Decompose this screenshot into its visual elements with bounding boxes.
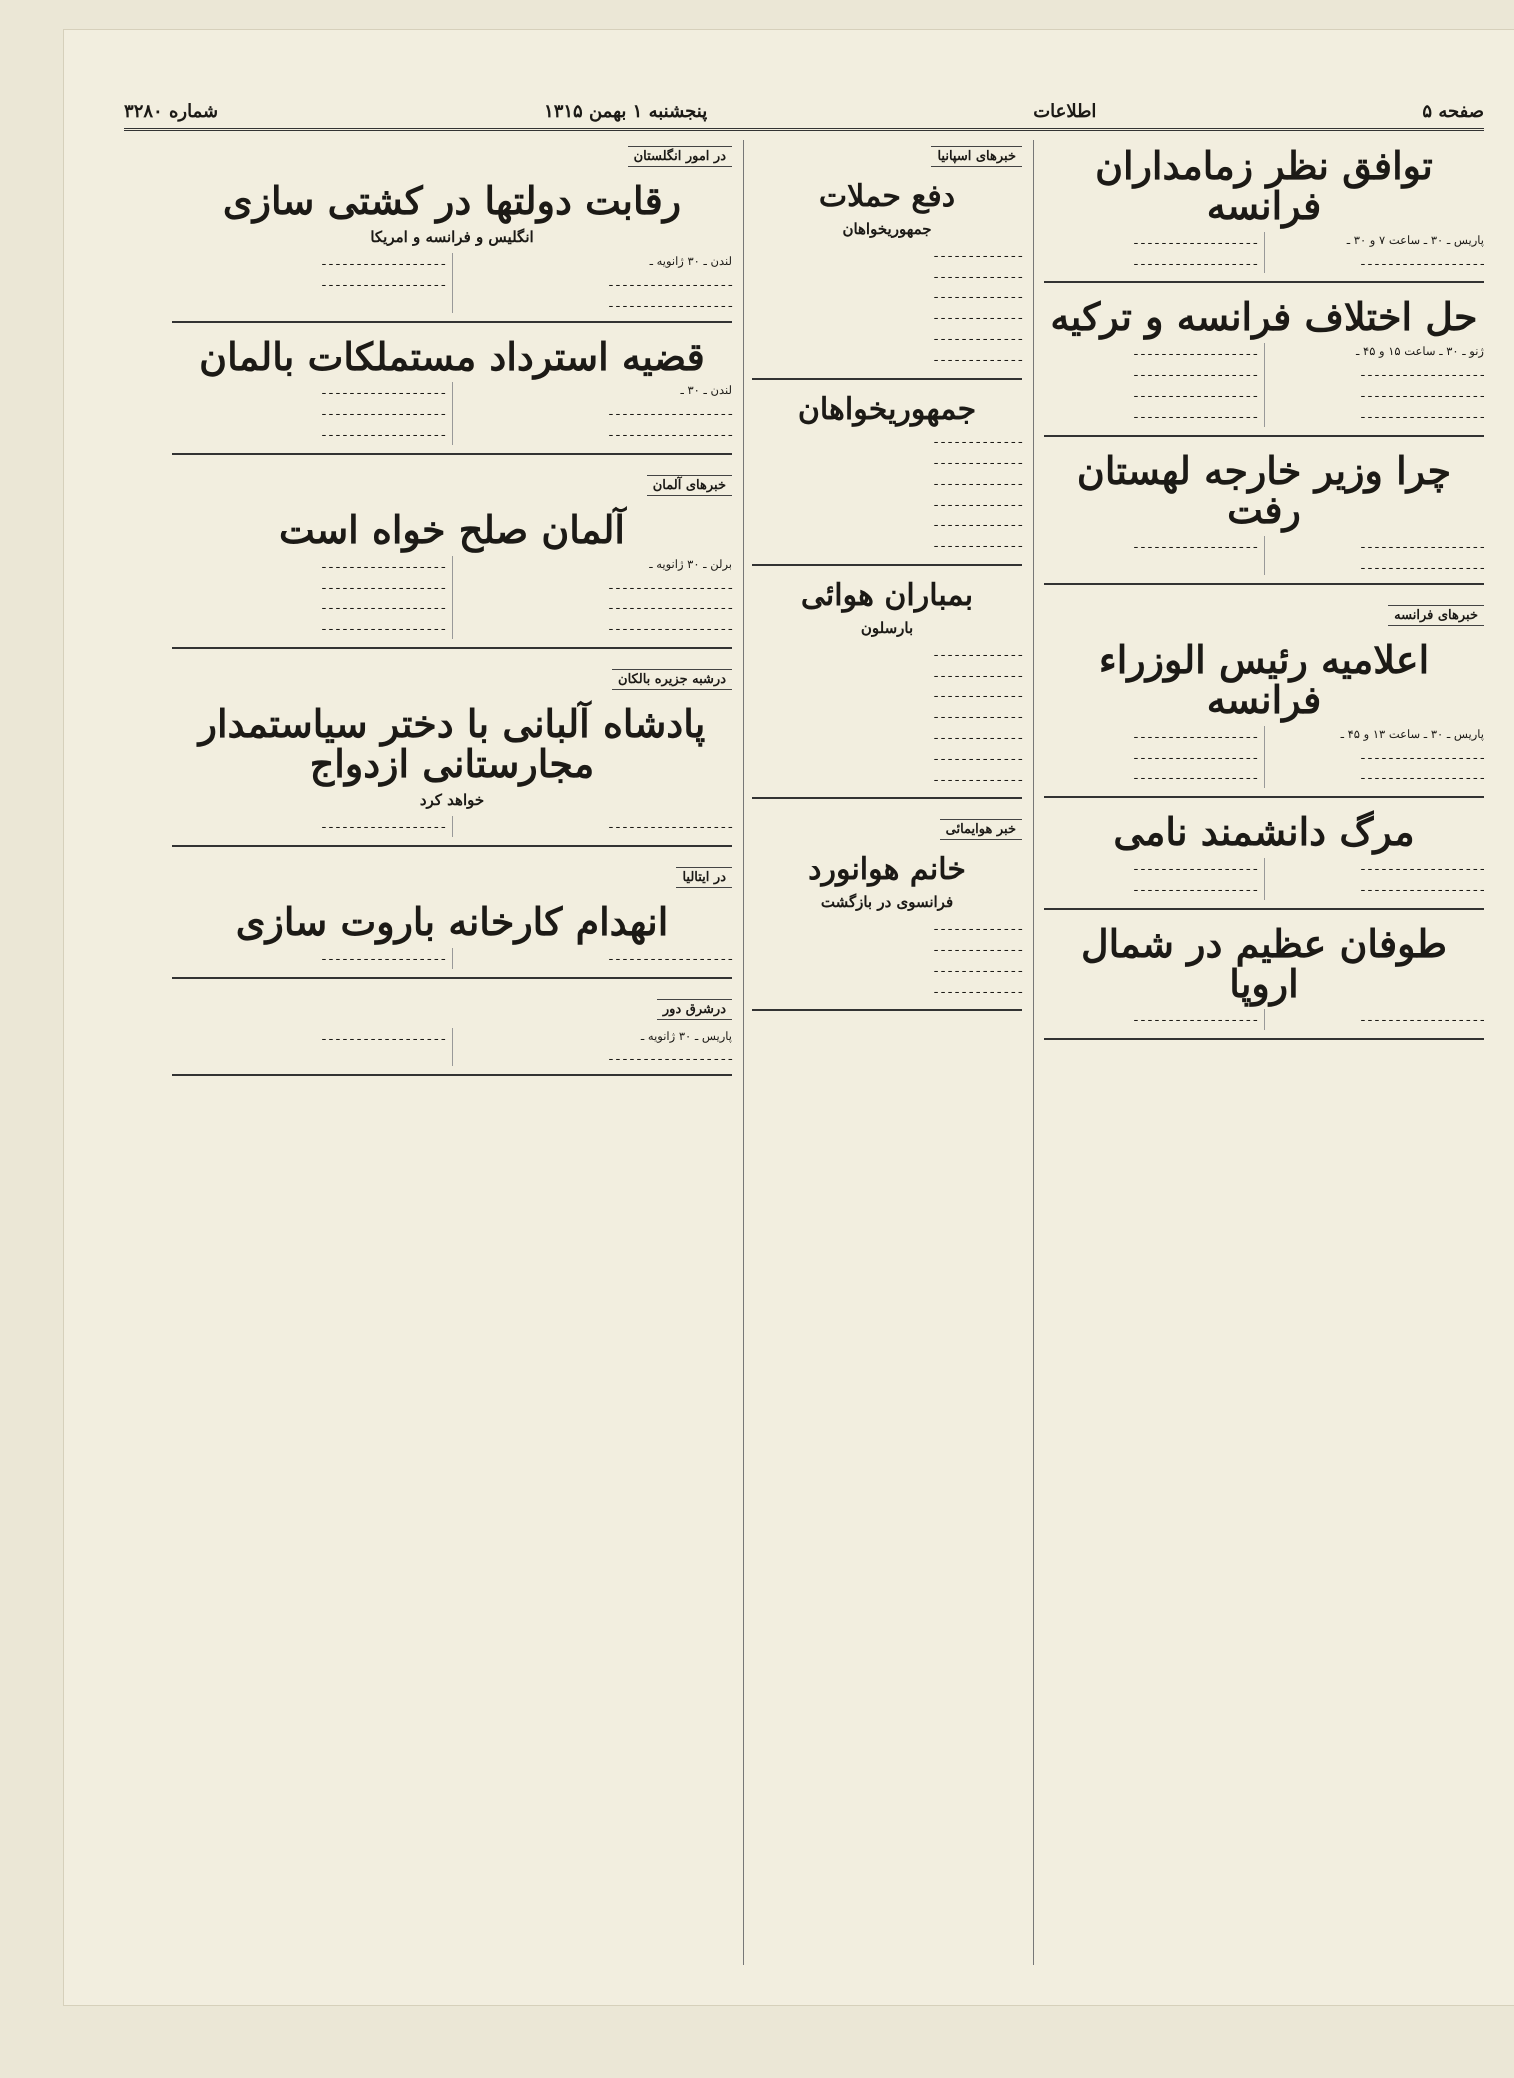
article bbox=[172, 993, 732, 1077]
issue-date: پنجشنبه ۱ بهمن ۱۳۱۵ bbox=[544, 100, 708, 122]
headline: رقابت دولتها در کشتی سازی bbox=[222, 178, 682, 223]
article-body bbox=[752, 245, 1022, 370]
body-line: ـ ـ ـ ـ ـ ـ ـ ـ ـ ـ ـ ـ ـ ـ ـ ـ ـ ـ bbox=[322, 254, 445, 269]
body-line: ـ ـ ـ ـ ـ ـ ـ ـ ـ ـ ـ ـ ـ ـ ـ ـ ـ ـ bbox=[322, 619, 445, 634]
body-line: ـ ـ ـ ـ ـ ـ ـ ـ ـ ـ ـ ـ ـ ـ ـ ـ ـ ـ bbox=[609, 619, 732, 634]
article bbox=[172, 333, 732, 455]
article-body bbox=[752, 918, 1022, 1001]
body-line: ـ ـ ـ ـ ـ ـ ـ ـ ـ ـ ـ ـ ـ ـ ـ ـ ـ ـ bbox=[1134, 253, 1257, 268]
body-line: ـ ـ ـ ـ ـ ـ ـ ـ ـ ـ ـ ـ ـ ـ ـ ـ ـ ـ bbox=[1134, 879, 1257, 894]
body-line: ـ ـ ـ ـ ـ ـ ـ ـ ـ ـ ـ ـ ـ ـ ـ ـ ـ ـ bbox=[322, 404, 445, 419]
body-line: ژنو ـ ۳۰ ـ ساعت ۱۵ و ۴۵ ـ bbox=[1355, 344, 1484, 359]
body-line: ـ ـ ـ ـ ـ ـ ـ ـ ـ ـ ـ ـ ـ bbox=[934, 473, 1022, 488]
divider bbox=[1044, 281, 1484, 283]
subheadline: انگلیس و فرانسه و امریکا bbox=[370, 227, 534, 246]
divider bbox=[172, 977, 732, 979]
issue-number: شماره ۳۲۸۰ bbox=[124, 100, 219, 122]
divider bbox=[172, 1074, 732, 1076]
section-label: در امور انگلستان bbox=[628, 146, 732, 167]
article bbox=[1044, 143, 1484, 283]
body-line: ـ ـ ـ ـ ـ ـ ـ ـ ـ ـ ـ ـ ـ ـ ـ ـ ـ ـ bbox=[1361, 385, 1484, 400]
body-line: ـ ـ ـ ـ ـ ـ ـ ـ ـ ـ ـ ـ ـ ـ ـ ـ ـ ـ bbox=[609, 1049, 732, 1064]
article bbox=[752, 391, 1022, 566]
divider bbox=[1044, 796, 1484, 798]
article bbox=[172, 140, 732, 323]
divider bbox=[172, 453, 732, 455]
body-line: ـ ـ ـ ـ ـ ـ ـ ـ ـ ـ ـ ـ ـ ـ ـ ـ ـ ـ bbox=[1361, 365, 1484, 380]
body-line: ـ ـ ـ ـ ـ ـ ـ ـ ـ ـ ـ ـ ـ bbox=[934, 981, 1022, 996]
article bbox=[1044, 599, 1484, 798]
body-line: ـ ـ ـ ـ ـ ـ ـ ـ ـ ـ ـ ـ ـ ـ ـ ـ ـ ـ bbox=[1134, 365, 1257, 380]
article bbox=[1044, 294, 1484, 436]
section-label: درشرق دور bbox=[657, 999, 732, 1020]
body-line: ـ ـ ـ ـ ـ ـ ـ ـ ـ ـ ـ ـ ـ bbox=[934, 644, 1022, 659]
body-line: ـ ـ ـ ـ ـ ـ ـ ـ ـ ـ ـ ـ ـ bbox=[934, 665, 1022, 680]
body-line: ـ ـ ـ ـ ـ ـ ـ ـ ـ ـ ـ ـ ـ ـ ـ ـ ـ ـ bbox=[1134, 768, 1257, 783]
body-line: ـ ـ ـ ـ ـ ـ ـ ـ ـ ـ ـ ـ ـ bbox=[934, 536, 1022, 551]
divider bbox=[172, 647, 732, 649]
article-body bbox=[1044, 1009, 1484, 1030]
body-line: ـ ـ ـ ـ ـ ـ ـ ـ ـ ـ ـ ـ ـ ـ ـ ـ ـ ـ bbox=[1134, 406, 1257, 421]
divider bbox=[1044, 1038, 1484, 1040]
body-line: ـ ـ ـ ـ ـ ـ ـ ـ ـ ـ ـ ـ ـ ـ ـ ـ ـ ـ bbox=[609, 817, 732, 832]
article-body bbox=[752, 644, 1022, 790]
section-label: در ایتالیا bbox=[676, 867, 732, 888]
body-line: ـ ـ ـ ـ ـ ـ ـ ـ ـ ـ ـ ـ ـ bbox=[934, 769, 1022, 784]
divider bbox=[752, 797, 1022, 799]
body-line: ـ ـ ـ ـ ـ ـ ـ ـ ـ ـ ـ ـ ـ ـ ـ ـ ـ ـ bbox=[1134, 859, 1257, 874]
article bbox=[752, 580, 1022, 799]
article-body bbox=[1044, 536, 1484, 575]
divider bbox=[1044, 908, 1484, 910]
headline: پادشاه آلبانی با دختر سیاستمدار مجارستانی ازدواج bbox=[198, 701, 706, 786]
section-label: درشبه جزیره بالکان bbox=[612, 669, 732, 690]
body-line: ـ ـ ـ ـ ـ ـ ـ ـ ـ ـ ـ ـ ـ ـ ـ ـ ـ ـ bbox=[1361, 558, 1484, 573]
body-line: ـ ـ ـ ـ ـ ـ ـ ـ ـ ـ ـ ـ ـ ـ ـ ـ ـ ـ bbox=[1361, 537, 1484, 552]
body-line: ـ ـ ـ ـ ـ ـ ـ ـ ـ ـ ـ ـ ـ ـ ـ ـ ـ ـ bbox=[1361, 406, 1484, 421]
body-line: ـ ـ ـ ـ ـ ـ ـ ـ ـ ـ ـ ـ ـ ـ ـ ـ ـ ـ bbox=[1361, 879, 1484, 894]
article-body bbox=[172, 382, 732, 444]
article bbox=[752, 140, 1022, 380]
headline: قضیه استرداد مستملکات بالمان bbox=[199, 333, 705, 379]
page-number: صفحه ۵ bbox=[1422, 100, 1484, 122]
section-label: خبرهای آلمان bbox=[647, 475, 732, 496]
body-line: پاریس ـ ۳۰ ژانویه ـ bbox=[640, 1028, 732, 1043]
body-line: ـ ـ ـ ـ ـ ـ ـ ـ ـ ـ ـ ـ ـ ـ ـ ـ ـ ـ bbox=[1361, 768, 1484, 783]
body-line: ـ ـ ـ ـ ـ ـ ـ ـ ـ ـ ـ ـ ـ ـ ـ ـ ـ ـ bbox=[1361, 859, 1484, 874]
article bbox=[752, 813, 1022, 1011]
body-line: ـ ـ ـ ـ ـ ـ ـ ـ ـ ـ ـ ـ ـ bbox=[934, 728, 1022, 742]
masthead bbox=[124, 94, 1484, 131]
article-body bbox=[172, 253, 732, 312]
body-line: ـ ـ ـ ـ ـ ـ ـ ـ ـ ـ ـ ـ ـ ـ ـ ـ ـ ـ bbox=[322, 383, 445, 398]
article bbox=[1044, 809, 1484, 910]
body-line: برلن ـ ۳۰ ژانویه ـ bbox=[649, 556, 732, 571]
body-line: ـ ـ ـ ـ ـ ـ ـ ـ ـ ـ ـ ـ ـ ـ ـ ـ ـ ـ bbox=[322, 425, 445, 440]
headline: آلمان صلح خواه است bbox=[279, 506, 625, 552]
headline: دفع حملات bbox=[818, 179, 956, 214]
subheadline: خواهد کرد bbox=[419, 790, 485, 809]
subheadline: فرانسوی در بازگشت bbox=[820, 892, 954, 911]
body-line: ـ ـ ـ ـ ـ ـ ـ ـ ـ ـ ـ ـ ـ ـ ـ ـ ـ ـ bbox=[1361, 747, 1484, 762]
body-line: ـ ـ ـ ـ ـ ـ ـ ـ ـ ـ ـ ـ ـ bbox=[934, 329, 1022, 343]
body-line: ـ ـ ـ ـ ـ ـ ـ ـ ـ ـ ـ ـ ـ ـ ـ ـ ـ ـ bbox=[609, 404, 732, 419]
divider bbox=[1044, 435, 1484, 437]
body-line: ـ ـ ـ ـ ـ ـ ـ ـ ـ ـ ـ ـ ـ bbox=[934, 940, 1022, 954]
article bbox=[172, 663, 732, 847]
body-line: ـ ـ ـ ـ ـ ـ ـ ـ ـ ـ ـ ـ ـ bbox=[934, 287, 1022, 302]
body-line: ـ ـ ـ ـ ـ ـ ـ ـ ـ ـ ـ ـ ـ ـ ـ ـ ـ ـ bbox=[322, 1028, 445, 1043]
paper-name: اطلاعات bbox=[1033, 100, 1097, 122]
article-body bbox=[172, 1028, 732, 1067]
divider bbox=[752, 564, 1022, 566]
headline: انهدام کارخانه باروت سازی bbox=[235, 898, 669, 944]
body-line: ـ ـ ـ ـ ـ ـ ـ ـ ـ ـ ـ ـ ـ ـ ـ ـ ـ ـ bbox=[1134, 232, 1257, 247]
headline: طوفان عظیم در شمال اروپا bbox=[1080, 920, 1448, 1006]
body-line: ـ ـ ـ ـ ـ ـ ـ ـ ـ ـ ـ ـ ـ ـ ـ ـ ـ ـ bbox=[322, 556, 445, 571]
body-line: ـ ـ ـ ـ ـ ـ ـ ـ ـ ـ ـ ـ ـ bbox=[934, 707, 1022, 722]
body-line: ـ ـ ـ ـ ـ ـ ـ ـ ـ ـ ـ ـ ـ ـ ـ ـ ـ ـ bbox=[322, 598, 445, 613]
body-line: ـ ـ ـ ـ ـ ـ ـ ـ ـ ـ ـ ـ ـ bbox=[934, 919, 1022, 934]
body-line: ـ ـ ـ ـ ـ ـ ـ ـ ـ ـ ـ ـ ـ bbox=[934, 266, 1022, 281]
subheadline: جمهوریخواهان bbox=[842, 219, 932, 238]
headline: چرا وزیر خارجه لهستان رفت bbox=[1076, 447, 1452, 533]
headline: اعلامیه رئیس الوزراء فرانسه bbox=[1098, 636, 1430, 722]
headline: توافق نظر زمامداران فرانسه bbox=[1095, 143, 1433, 228]
body-line: ـ ـ ـ ـ ـ ـ ـ ـ ـ ـ ـ ـ ـ ـ ـ ـ ـ ـ bbox=[322, 948, 445, 963]
article-body bbox=[1044, 343, 1484, 426]
divider bbox=[1044, 583, 1484, 585]
body-line: ـ ـ ـ ـ ـ ـ ـ ـ ـ ـ ـ ـ ـ bbox=[934, 245, 1022, 260]
article-body bbox=[172, 948, 732, 969]
body-line: ـ ـ ـ ـ ـ ـ ـ ـ ـ ـ ـ ـ ـ bbox=[934, 686, 1022, 701]
body-line: ـ ـ ـ ـ ـ ـ ـ ـ ـ ـ ـ ـ ـ bbox=[934, 308, 1022, 323]
body-line: ـ ـ ـ ـ ـ ـ ـ ـ ـ ـ ـ ـ ـ ـ ـ ـ ـ ـ bbox=[1361, 253, 1484, 268]
divider bbox=[172, 321, 732, 323]
headline: جمهوریخواهان bbox=[797, 391, 977, 427]
article bbox=[1044, 447, 1484, 585]
section-label: خبرهای اسپانیا bbox=[931, 146, 1022, 167]
column-left bbox=[172, 140, 742, 1965]
section-label: خبر هوایمائی bbox=[940, 819, 1022, 840]
headline: بمباران هوائی bbox=[800, 578, 974, 613]
body-line: ـ ـ ـ ـ ـ ـ ـ ـ ـ ـ ـ ـ ـ ـ ـ ـ ـ ـ bbox=[1134, 537, 1257, 552]
body-line: ـ ـ ـ ـ ـ ـ ـ ـ ـ ـ ـ ـ ـ ـ ـ ـ ـ ـ bbox=[1134, 747, 1257, 762]
article bbox=[172, 469, 732, 649]
body-line: ـ ـ ـ ـ ـ ـ ـ ـ ـ ـ ـ ـ ـ ـ ـ ـ ـ ـ bbox=[1134, 385, 1257, 400]
body-line: ـ ـ ـ ـ ـ ـ ـ ـ ـ ـ ـ ـ ـ ـ ـ ـ ـ ـ bbox=[609, 274, 732, 289]
article-body bbox=[172, 816, 732, 837]
article bbox=[1044, 920, 1484, 1041]
article-body bbox=[752, 431, 1022, 556]
article-body bbox=[172, 556, 732, 639]
body-line: لندن ـ ۳۰ ژانویه ـ bbox=[649, 254, 732, 269]
body-line: ـ ـ ـ ـ ـ ـ ـ ـ ـ ـ ـ ـ ـ bbox=[934, 748, 1022, 763]
body-line: ـ ـ ـ ـ ـ ـ ـ ـ ـ ـ ـ ـ ـ ـ ـ ـ ـ ـ bbox=[322, 817, 445, 832]
column-middle bbox=[743, 140, 1030, 1965]
body-line: ـ ـ ـ ـ ـ ـ ـ ـ ـ ـ ـ ـ ـ ـ ـ ـ ـ ـ bbox=[322, 274, 445, 289]
body-line: ـ ـ ـ ـ ـ ـ ـ ـ ـ ـ ـ ـ ـ ـ ـ ـ ـ ـ bbox=[609, 295, 732, 310]
body-line: ـ ـ ـ ـ ـ ـ ـ ـ ـ ـ ـ ـ ـ ـ ـ ـ ـ ـ bbox=[1361, 1010, 1484, 1025]
body-line: ـ ـ ـ ـ ـ ـ ـ ـ ـ ـ ـ ـ ـ ـ ـ ـ ـ ـ bbox=[1134, 344, 1257, 359]
headline: حل اختلاف فرانسه و ترکیه bbox=[1050, 294, 1478, 340]
article-body bbox=[1044, 232, 1484, 274]
body-line: ـ ـ ـ ـ ـ ـ ـ ـ ـ ـ ـ ـ ـ ـ ـ ـ ـ ـ bbox=[609, 948, 732, 963]
body-line: ـ ـ ـ ـ ـ ـ ـ ـ ـ ـ ـ ـ ـ ـ ـ ـ ـ ـ bbox=[322, 577, 445, 592]
body-line: ـ ـ ـ ـ ـ ـ ـ ـ ـ ـ ـ ـ ـ bbox=[934, 494, 1022, 509]
body-line: ـ ـ ـ ـ ـ ـ ـ ـ ـ ـ ـ ـ ـ ـ ـ ـ ـ ـ bbox=[609, 425, 732, 440]
body-line: ـ ـ ـ ـ ـ ـ ـ ـ ـ ـ ـ ـ ـ bbox=[934, 349, 1022, 364]
body-line: ـ ـ ـ ـ ـ ـ ـ ـ ـ ـ ـ ـ ـ ـ ـ ـ ـ ـ bbox=[1134, 726, 1257, 741]
body-line: ـ ـ ـ ـ ـ ـ ـ ـ ـ ـ ـ ـ ـ bbox=[934, 452, 1022, 467]
section-label: خبرهای فرانسه bbox=[1388, 605, 1484, 626]
column-right bbox=[1033, 140, 1484, 1965]
divider bbox=[752, 1009, 1022, 1011]
body-line: پاریس ـ ۳۰ ـ ساعت ۷ و ۳۰ ـ bbox=[1346, 232, 1484, 247]
subheadline: بارسلون bbox=[860, 618, 914, 637]
body-line: ـ ـ ـ ـ ـ ـ ـ ـ ـ ـ ـ ـ ـ bbox=[934, 960, 1022, 975]
body-line: ـ ـ ـ ـ ـ ـ ـ ـ ـ ـ ـ ـ ـ bbox=[934, 432, 1022, 447]
body-line: ـ ـ ـ ـ ـ ـ ـ ـ ـ ـ ـ ـ ـ bbox=[934, 515, 1022, 530]
article bbox=[172, 861, 732, 979]
body-line: پاریس ـ ۳۰ ـ ساعت ۱۳ و ۴۵ ـ bbox=[1340, 726, 1484, 741]
newspaper-page bbox=[64, 30, 1514, 2005]
body-line: ـ ـ ـ ـ ـ ـ ـ ـ ـ ـ ـ ـ ـ ـ ـ ـ ـ ـ bbox=[609, 598, 732, 613]
article-body bbox=[1044, 858, 1484, 900]
body-line: ـ ـ ـ ـ ـ ـ ـ ـ ـ ـ ـ ـ ـ ـ ـ ـ ـ ـ bbox=[1134, 1010, 1257, 1025]
divider bbox=[752, 378, 1022, 380]
body-line: لندن ـ ۳۰ ـ bbox=[680, 383, 732, 398]
divider bbox=[172, 845, 732, 847]
body-line: ـ ـ ـ ـ ـ ـ ـ ـ ـ ـ ـ ـ ـ ـ ـ ـ ـ ـ bbox=[609, 577, 732, 592]
headline: خانم هوانورد bbox=[808, 852, 966, 888]
article-body bbox=[1044, 726, 1484, 788]
headline: مرگ دانشمند نامی bbox=[1113, 809, 1415, 855]
